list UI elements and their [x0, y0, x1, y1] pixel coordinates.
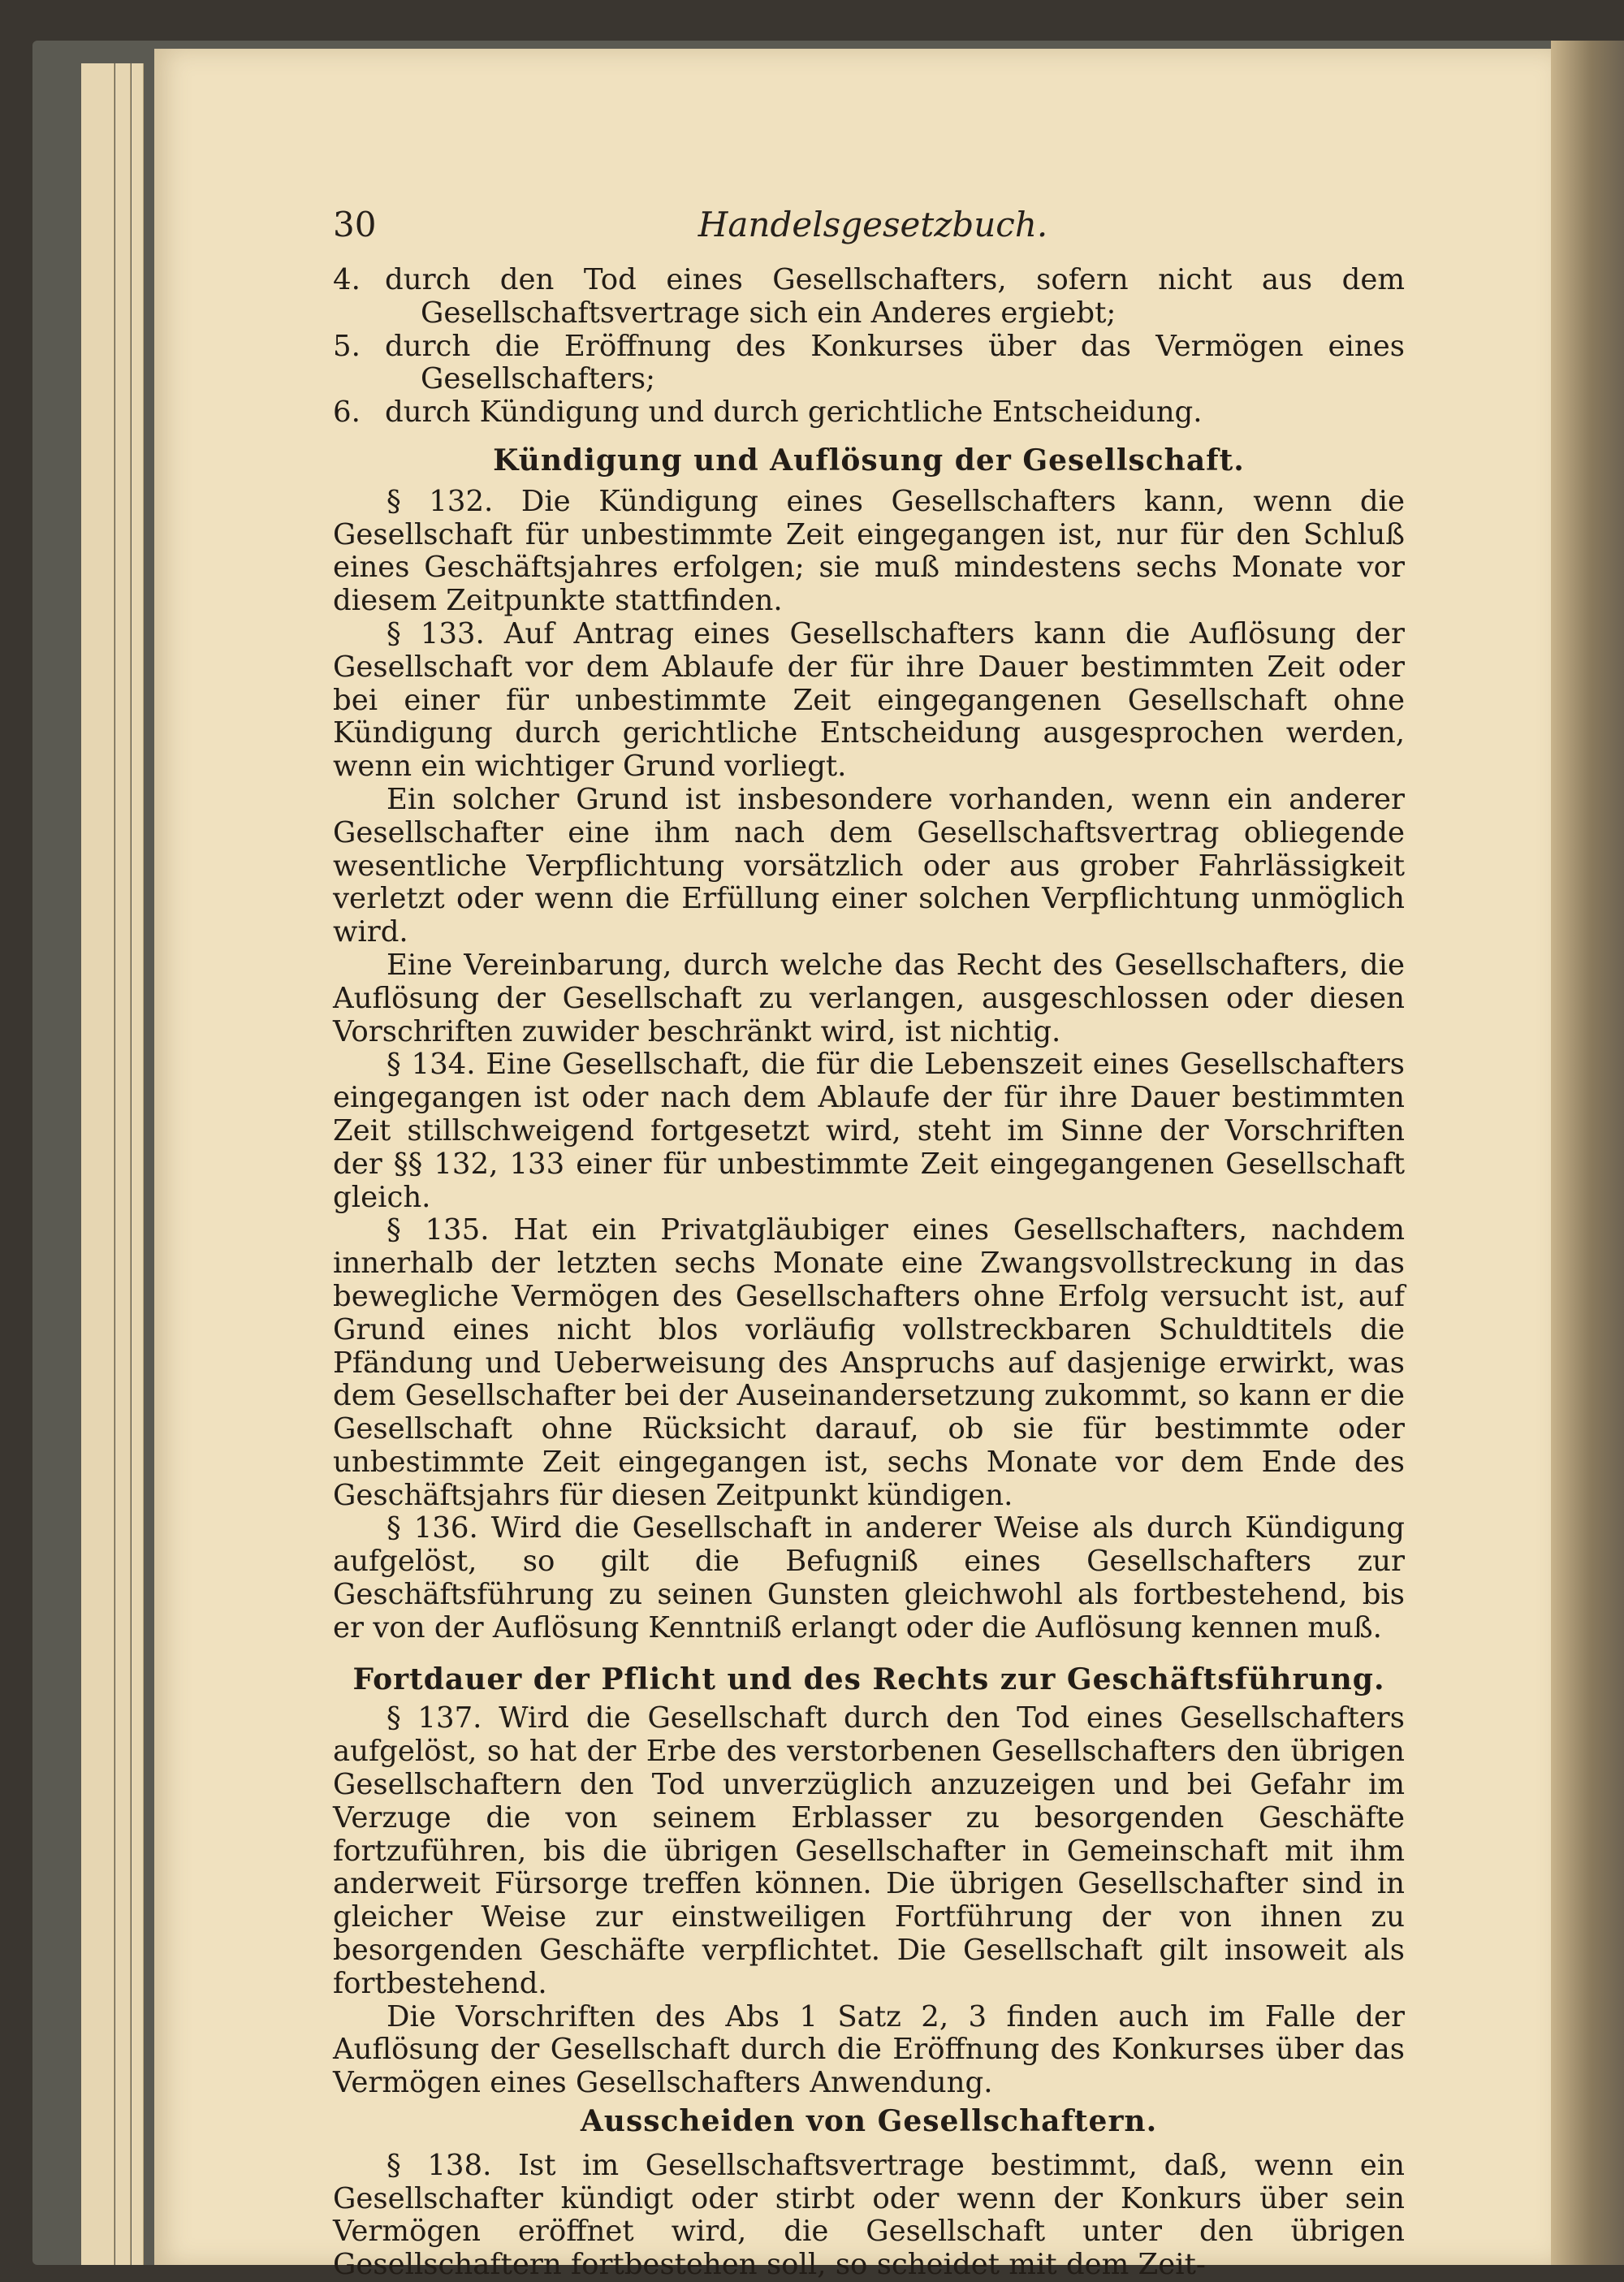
paragraph: Eine Vereinbarung, durch welche das Recht des Gesellschafters, die Auflösung der Gesellschaft zu verlangen, ausgeschlossen oder diesen Vorschriften zuwider beschränkt wird, ist nichtig.: [333, 948, 1405, 1048]
paragraph-132: § 132. Die Kündigung eines Gesellschafters kann, wenn die Gesellschaft für unbestimmte Zeit eingegangen ist, nur für den Schluß eines Geschäftsjahres erfolgen; sie muß mindestens sechs Monate vor diesem Zeitpunkte stattfinden.: [333, 484, 1405, 618]
paragraph-138: § 138. Ist im Gesellschaftsvertrage bestimmt, daß, wenn ein Gesellschafter kündigt oder stirbt oder wenn der Konkurs über sein Vermögen eröffnet wird, die Gesellschaft unter den übrigen Gesellschaftern fortbestehen soll, so scheidet mit dem Zeit-: [333, 2148, 1405, 2282]
paragraph-135: § 135. Hat ein Privatgläubiger eines Gesellschafters, nachdem innerhalb der letzten sechs Monate eine Zwangsvollstreckung in das bewegliche Vermögen des Gesellschafters ohne Erfolg versucht ist, auf Grund eines nicht blos vorläufig vollstreckbaren Schuldtitels die Pfändung und Ueberweisung des Anspruchs auf dasjenige erwirkt, was dem Gesellschafter bei der Auseinandersetzung zukommt, so kann er die Gesellschaft ohne Rücksicht darauf, ob sie für bestimmte oder unbestimmte Zeit eingegangen ist, sechs Monate vor dem Ende des Geschäftsjahrs für diesen Zeitpunkt kündigen.: [333, 1213, 1405, 1512]
paragraph: Die Vorschriften des Abs 1 Satz 2, 3 finden auch im Falle der Auflösung der Gesellschaft durch die Eröffnung des Konkurses über das Vermögen eines Gesellschafters Anwendung.: [333, 1999, 1405, 2100]
paragraph-134: § 134. Eine Gesellschaft, die für die Lebenszeit eines Gesellschafters eingegangen ist oder nach dem Ablaufe der für ihre Dauer bestimmten Zeit stillschweigend fortgesetzt wird, steht im Sinne der Vorschriften der §§ 132, 133 einer für unbestimmte Zeit eingegangenen Gesellschaft gleich.: [333, 1048, 1405, 1214]
list-item: 5. durch die Eröffnung des Konkurses über das Vermögen eines Gesellschafters;: [333, 329, 1405, 396]
list-item: 6. durch Kündigung und durch gerichtliche Entscheidung.: [333, 395, 1203, 430]
page-edge: [81, 63, 114, 2265]
section-heading: Kündigung und Auflösung der Gesellschaft.: [493, 443, 1245, 478]
section-heading: Ausscheiden von Gesellschaftern.: [580, 2104, 1158, 2139]
list-item: 4. durch den Tod eines Gesellschafters, sofern nicht aus dem Gesellschaftsvertrage sich ein Anderes ergiebt;: [333, 263, 1405, 330]
paragraph: Ein solcher Grund ist insbesondere vorhanden, wenn ein anderer Gesellschafter eine ihm nach dem Gesellschaftsvertrag obliegende wesentliche Verpflichtung vorsätzlich oder aus grober Fahrlässigkeit verletzt oder wenn die Erfüllung einer solchen Verpflichtung unmöglich wird.: [333, 782, 1405, 949]
section-heading: Fortdauer der Pflicht und des Rechts zur Geschäftsführung.: [352, 1662, 1385, 1696]
page-number: 30: [333, 205, 377, 244]
page-edge: [132, 63, 144, 2265]
running-title: Handelsgesetzbuch.: [698, 205, 1048, 244]
paragraph-136: § 136. Wird die Gesellschaft in anderer Weise als durch Kündigung aufgelöst, so gilt die Befugniß eines Gesellschafters zur Geschäftsführung zu seinen Gunsten gleichwohl als fortbestehend, bis er von der Auflösung Kenntniß erlangt oder die Auflösung kennen muß.: [333, 1511, 1405, 1645]
page-edge: [115, 63, 131, 2265]
page-gutter: [1551, 41, 1624, 2265]
paragraph-133: § 133. Auf Antrag eines Gesellschafters kann die Auflösung der Gesellschaft vor dem Ablaufe der für ihre Dauer bestimmten Zeit oder bei einer für unbestimmte Zeit eingegangenen Gesellschaft ohne Kündigung durch gerichtliche Entscheidung ausgesprochen werden, wenn ein wichtiger Grund vorliegt.: [333, 616, 1405, 784]
paragraph-137: § 137. Wird die Gesellschaft durch den Tod eines Gesellschafters aufgelöst, so hat der Erbe des verstorbenen Gesellschafters den übrigen Gesellschaftern den Tod unverzüglich anzuzeigen und bei Gefahr im Verzuge die von seinem Erblasser zu besorgenden Geschäfte fortzuführen, bis die übrigen Gesellschafter in Gemeinschaft mit ihm anderweit Fürsorge treffen können. Die übrigen Gesellschafter sind in gleicher Weise zur einstweiligen Fortführung der von ihnen zu besorgenden Geschäfte verpflichtet. Die Gesellschaft gilt insoweit als fortbestehend.: [333, 1701, 1405, 2000]
body-text: [333, 264, 1405, 2282]
